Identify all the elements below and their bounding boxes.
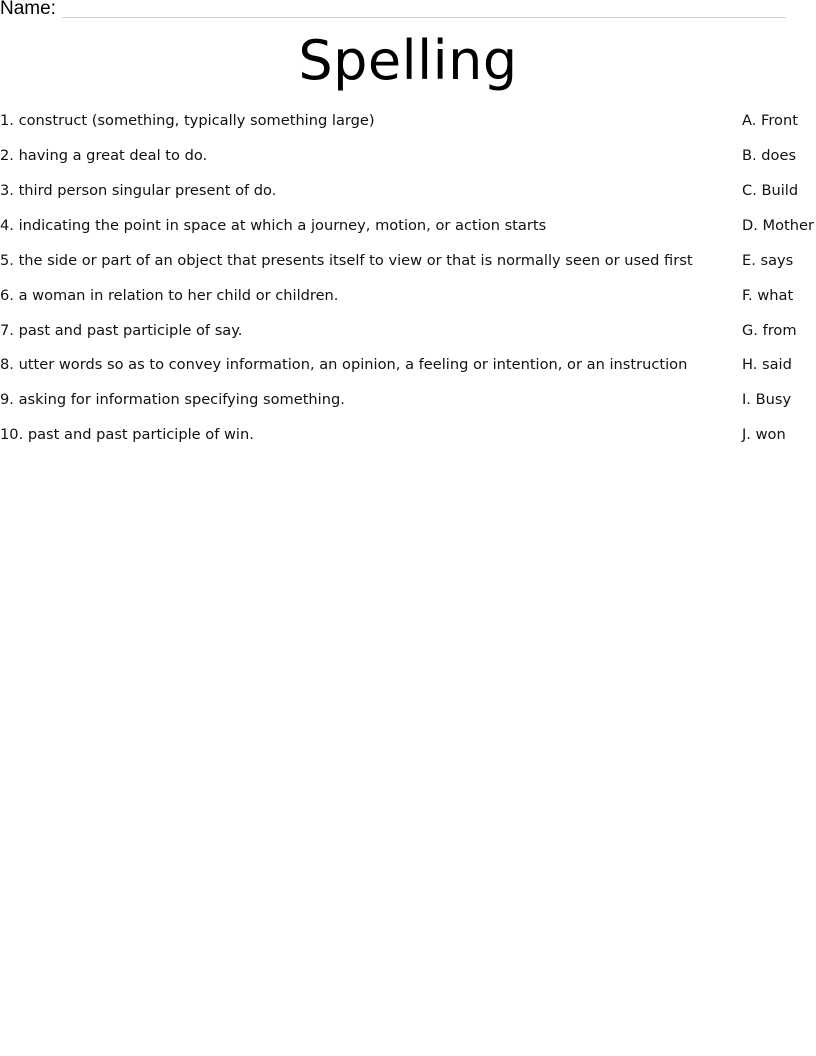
answer-item: I. Busy — [742, 391, 792, 408]
clue-item: 7. past and past participle of say. — [0, 322, 243, 339]
answer-item: J. won — [742, 426, 786, 443]
clue-item: 5. the side or part of an object that presents itself to view or that is normally seen or used first — [0, 252, 693, 269]
clue-item: 3. third person singular present of do. — [0, 182, 277, 199]
clue-item: 4. indicating the point in space at which a journey, motion, or action starts — [0, 217, 547, 234]
answer-item: F. what — [742, 287, 794, 304]
answer-item: B. does — [742, 147, 797, 164]
name-row — [0, 0, 790, 22]
answer-item: E. says — [742, 252, 794, 269]
clue-item: 9. asking for information specifying something. — [0, 391, 345, 408]
clue-item: 8. utter words so as to convey information, an opinion, a feeling or intention, or an instruction — [0, 356, 688, 373]
answer-item: A. Front — [742, 112, 798, 129]
answer-item: G. from — [742, 322, 797, 339]
clue-item: 1. construct (something, typically something large) — [0, 112, 375, 129]
clue-item: 10. past and past participle of win. — [0, 426, 254, 443]
answer-item: C. Build — [742, 182, 799, 199]
answer-item: H. said — [742, 356, 792, 373]
worksheet-title: Spelling — [298, 29, 518, 92]
clue-item: 2. having a great deal to do. — [0, 147, 208, 164]
name-label: Name: — [0, 0, 56, 19]
answer-item: D. Mother — [742, 217, 814, 234]
clue-item: 6. a woman in relation to her child or children. — [0, 287, 339, 304]
name-blank-line[interactable] — [62, 17, 786, 18]
